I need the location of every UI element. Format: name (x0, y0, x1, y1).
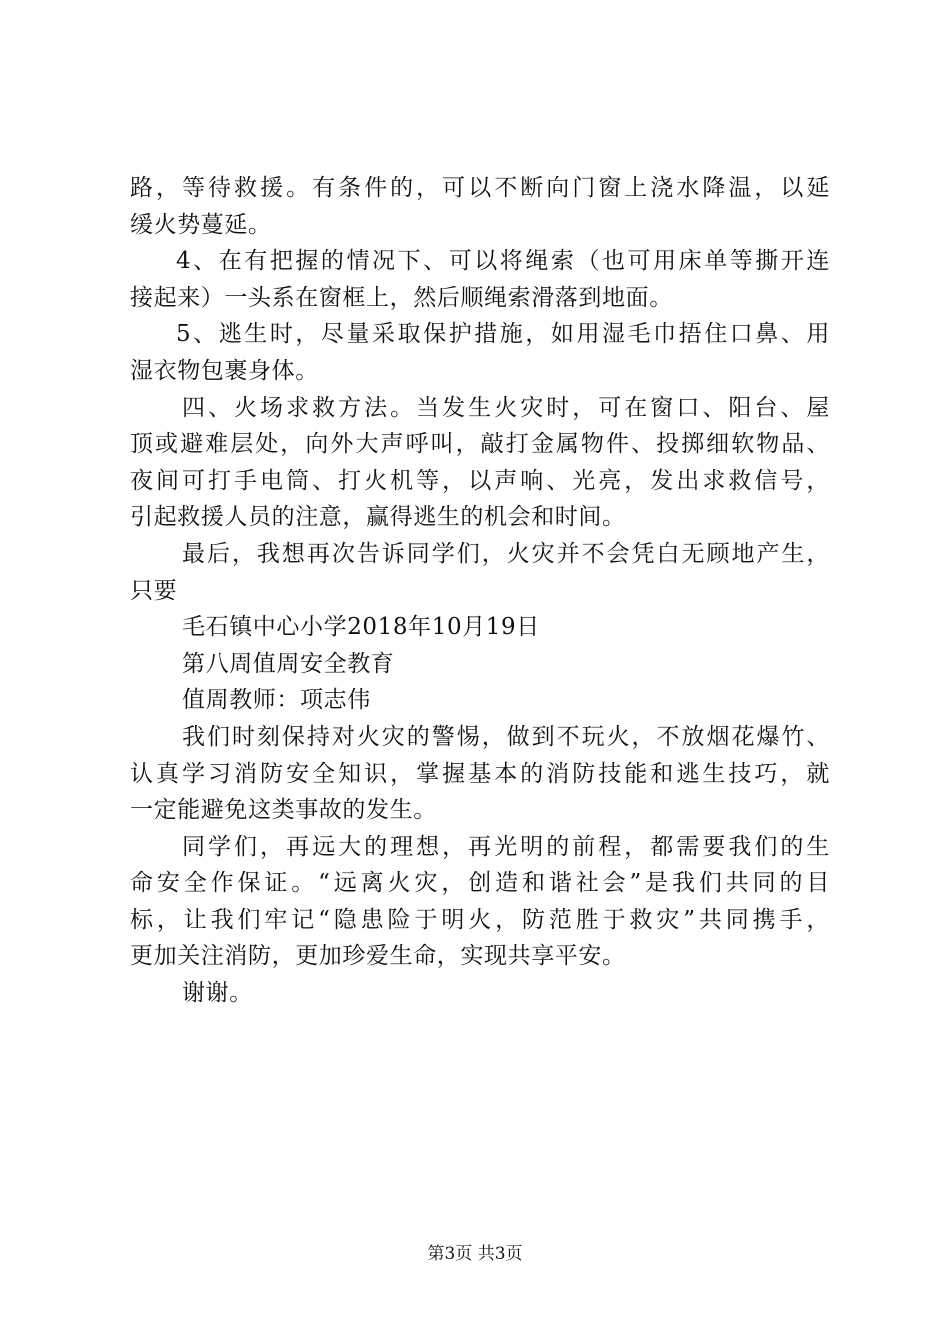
text-line: 4、在有把握的情况下、可以将绳索（也可用床单等撕开连 (176, 248, 830, 275)
text-line: 只要 (130, 577, 178, 604)
text-line: 湿衣物包裹身体。 (130, 357, 319, 384)
teacher-line: 值周教师：项志伟 (182, 687, 371, 714)
text-line: 夜间可打手电筒、打火机等，以声响、光亮，发出求救信号， (130, 467, 830, 494)
text-line: 接起来）一头系在窗框上，然后顺绳索滑落到地面。 (130, 284, 673, 311)
text-line: 认真学习消防安全知识，掌握基本的消防技能和逃生技巧，就 (130, 760, 830, 787)
text-line: 我们时刻保持对火灾的警惕，做到不玩火，不放烟花爆竹、 (182, 723, 830, 750)
document-body (130, 170, 830, 1012)
closing-line: 谢谢。 (182, 980, 253, 1007)
text-line: 最后，我想再次告诉同学们，火灾并不会凭白无顾地产生， (182, 540, 830, 567)
text-line: 标，让我们牢记“隐患险于明火，防范胜于救灾”共同携手， (130, 906, 830, 933)
school-date-line: 毛石镇中心小学2018年10月19日 (182, 614, 540, 641)
text-line: 缓火势蔓延。 (130, 211, 272, 238)
page-number-footer: 第3页 共3页 (427, 1244, 523, 1264)
text-line: 顶或避难层处，向外大声呼叫，敲打金属物件、投掷细软物品、 (130, 431, 830, 458)
text-line: 引起救援人员的注意，赢得逃生的机会和时间。 (130, 504, 626, 531)
text-line: 5、逃生时，尽量采取保护措施，如用湿毛巾捂住口鼻、用 (176, 321, 830, 348)
text-line: 路，等待救援。有条件的，可以不断向门窗上浇水降温，以延 (130, 175, 830, 201)
text-line: 四、火场求救方法。当发生火灾时，可在窗口、阳台、屋 (182, 394, 830, 421)
section-title: 第八周值周安全教育 (182, 650, 395, 677)
text-line: 同学们，再远大的理想，再光明的前程，都需要我们的生 (182, 833, 830, 860)
text-line: 命安全作保证。“远离火灾，创造和谐社会”是我们共同的目 (130, 870, 830, 897)
text-line: 一定能避免这类事故的发生。 (130, 797, 437, 824)
text-line: 更加关注消防，更加珍爱生命，实现共享平安。 (130, 943, 626, 970)
